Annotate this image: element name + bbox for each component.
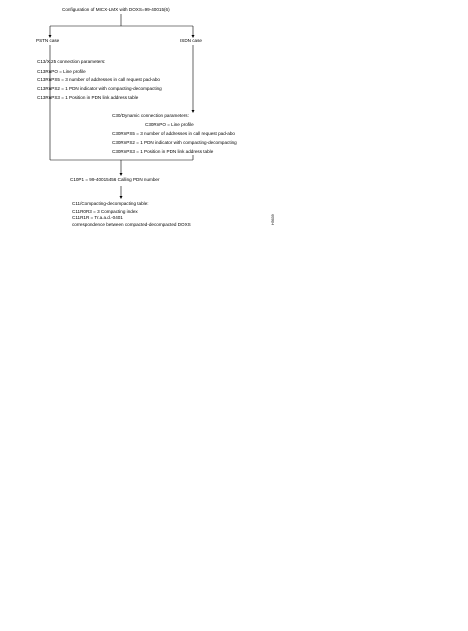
pstn-line-4: C13RnPS2 = 1 PDN indicator with compacting-decompacting — [37, 86, 162, 91]
compacting-line-1: C11/Compacting-decompacting table: — [72, 201, 149, 206]
isdn-line-1: C30/Dynamic connection parameters: — [112, 113, 189, 118]
pstn-label: PSTN case — [36, 38, 60, 43]
pstn-line-3: C13RnPS5 = 3 number of addresses in call request pad-abo — [37, 77, 160, 82]
isdn-line-3: C30RnPS5 = 3 number of addresses in call request pad-abo — [112, 131, 235, 136]
compacting-line-3: C11R1R = Tr.a.a.d.-0401 — [72, 215, 123, 220]
calling-number: C10P1 = 99-40015456 Calling PDN number — [70, 177, 160, 182]
compacting-line-4: correspondence between compacted-decompacted DOXS — [72, 222, 191, 227]
isdn-line-5: C30RnPS3 = 1 Position in PDN link address table — [112, 149, 214, 154]
root-label: Configuration of MICX-LMX with DOXS=99-40015(6) — [62, 7, 170, 12]
pstn-line-1: C13/X.25 connection parameters: — [37, 59, 106, 64]
pstn-line-2: C13RnPO = Line profile — [37, 69, 86, 74]
isdn-line-2: C30RnPO = Line profile — [145, 122, 194, 127]
isdn-line-4: C30RnPS2 = 1 PDN indicator with compacting-decompacting — [112, 140, 237, 145]
compacting-line-2: C11R0R3 = 3 Compacting index — [72, 209, 138, 214]
pstn-line-5: C13RnPS3 = 1 Position in PDN link address table — [37, 95, 139, 100]
figure-id-label: H5639 — [271, 214, 275, 225]
isdn-label: ISDN case — [180, 38, 202, 43]
